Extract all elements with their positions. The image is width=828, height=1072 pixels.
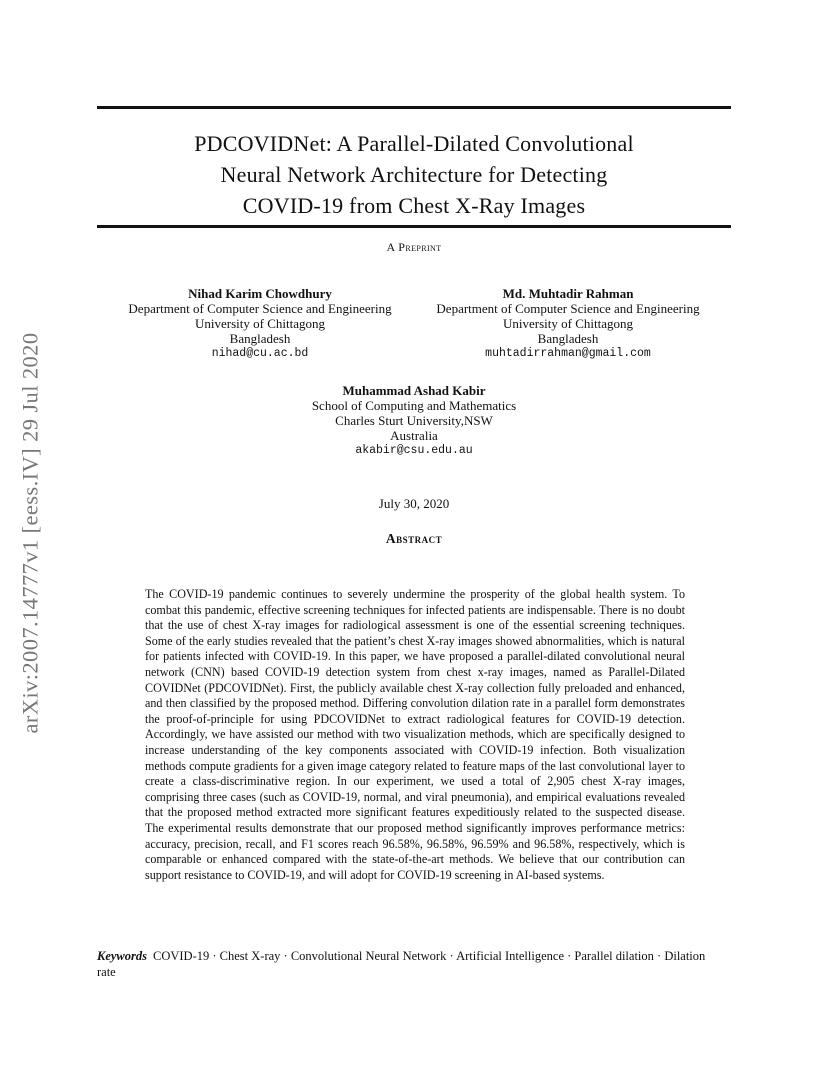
author-department: School of Computing and Mathematics (311, 398, 517, 413)
author-country: Australia (390, 428, 438, 443)
author-block (264, 383, 564, 458)
author-institution: University of Chittagong (503, 316, 633, 331)
author-name: Md. Muhtadir Rahman (502, 286, 634, 301)
title-line-3: COVID-19 from Chest X-Ray Images (242, 193, 586, 218)
title-line-2: Neural Network Architecture for Detecting (220, 162, 608, 187)
paper-date: July 30, 2020 (378, 496, 450, 511)
author-block (418, 286, 718, 361)
preprint-label: A Preprint (386, 240, 442, 254)
keywords-list: COVID-19 · Chest X-ray · Convolutional Neural Network · Artificial Intelligence · Parallel dilation · Dilation rate (97, 949, 706, 979)
author-department: Department of Computer Science and Engineering (128, 301, 392, 316)
author-name: Muhammad Ashad Kabir (342, 383, 486, 398)
keywords-label: Keywords (97, 949, 147, 963)
author-institution: University of Chittagong (195, 316, 325, 331)
author-email[interactable]: akabir@csu.edu.au (355, 444, 473, 457)
author-email[interactable]: nihad@cu.ac.bd (211, 347, 309, 360)
author-block (110, 286, 410, 361)
title-rule-top (97, 106, 731, 109)
author-name: Nihad Karim Chowdhury (188, 286, 332, 301)
arxiv-identifier: arXiv:2007.14777v1 [eess.IV] 29 Jul 2020 (17, 332, 43, 734)
abstract-text: The COVID-19 pandemic continues to severely undermine the prosperity of the global health system. To combat this pandemic, effective screening techniques for infected patients are indispensable. There is no doubt that the use of chest X-ray images for radiological assessment is one of the essential screening techniques. Some of the early studies revealed that the patient’s chest X-ray images showed abnormalities, which is natural for patients infected with COVID-19. In this paper, we have proposed a parallel-dilated convolutional neural network (CNN) based COVID-19 detection system from chest x-ray images, named as Parallel-Dilated COVIDNet (PDCOVIDNet). First, the publicly available chest X-ray collection fully preloaded and enhanced, and then classified by the proposed method. Differing convolution dilation rate in a parallel form demonstrates the proof-of-principle for using PDCOVIDNet to extract radiological features for COVID-19 detection. Accordingly, we have assisted our method with two visualization methods, which are specifically designed to increase understanding of the key components associated with COVID-19 infection. Both visualization methods compute gradients for a given image category related to feature maps of the last convolutional layer to create a class-discriminative region. In our experiment, we used a total of 2,905 chest X-ray images, comprising three cases (such as COVID-19, normal, and viral pneumonia), and empirical evaluations revealed that the proposed method extracted more significant features expeditiously related to the suspected disease. The experimental results demonstrate that our proposed method significantly improves performance metrics: accuracy, precision, recall, and F1 scores reach 96.58%, 96.58%, 96.59% and 96.58%, respectively, which is comparable or enhanced compared with the state-of-the-art methods. We believe that our contribution can support resistance to COVID-19, and will adopt for COVID-19 screening in AI-based systems. (145, 587, 685, 882)
author-country: Bangladesh (537, 331, 599, 346)
title-rule-bottom (97, 225, 731, 228)
author-country: Bangladesh (229, 331, 291, 346)
author-department: Department of Computer Science and Engineering (436, 301, 700, 316)
keywords-section (97, 948, 722, 980)
paper-title (97, 128, 731, 221)
abstract-heading: Abstract (385, 531, 443, 546)
title-line-1: PDCOVIDNet: A Parallel-Dilated Convolutional (194, 131, 634, 156)
author-email[interactable]: muhtadirrahman@gmail.com (485, 347, 651, 360)
author-institution: Charles Sturt University,NSW (335, 413, 493, 428)
